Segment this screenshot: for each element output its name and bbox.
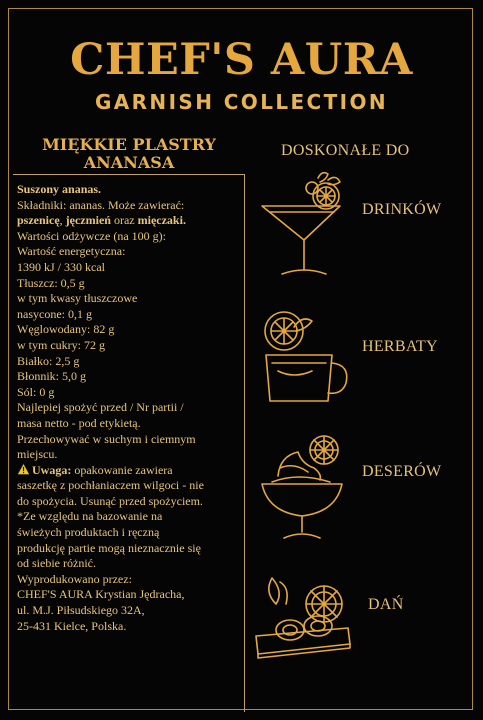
saturates-label: w tym kwasy tłuszczowe	[17, 291, 138, 306]
product-info	[17, 182, 241, 634]
product-title-line1: MIĘKKIE PLASTRY	[42, 135, 216, 154]
use-tea-label: HERBATY	[362, 338, 438, 355]
uses-title: DOSKONAŁE DO	[281, 142, 410, 159]
use-dish-label: DAŃ	[368, 596, 404, 613]
sushi-dish-icon	[250, 570, 354, 664]
tea-glass-icon	[254, 305, 354, 411]
nutrition-header: Wartości odżywcze (na 100 g):	[17, 228, 166, 243]
fat-value: Tłuszcz: 0,5 g	[17, 275, 85, 290]
allergen-conjunction: oraz	[110, 213, 138, 228]
energy-value: 1390 kJ / 330 kcal	[17, 259, 105, 274]
storage-line2: miejscu.	[17, 447, 58, 462]
cocktail-icon	[256, 170, 352, 282]
sugars-value: w tym cukry: 72 g	[17, 337, 105, 352]
header	[0, 34, 483, 114]
ingredients	[17, 198, 241, 229]
energy-label: Wartość energetyczna:	[17, 244, 126, 259]
product-title-line2: ANANASA	[83, 153, 175, 172]
brand-name: CHEF'S AURA	[70, 35, 413, 85]
best-before-line2: masa netto - pod etykietą.	[17, 415, 141, 430]
note-line1: *Ze względu na bazowanie na	[17, 509, 163, 524]
allergen-wheat: pszenicę	[17, 213, 60, 228]
producer-name: CHEF'S AURA Krystian Jędracha,	[17, 587, 185, 602]
warning-text-3: do spożycia. Usunąć przed spożyciem.	[17, 493, 203, 508]
note-line3: produkcję partie mogą nieznacznie się	[17, 540, 201, 555]
use-drinks-label: DRINKÓW	[362, 201, 442, 218]
fibre-value: Błonnik: 5,0 g	[17, 369, 87, 384]
storage-line1: Przechowywać w suchym i ciemnym	[17, 431, 196, 446]
warning-text-1: opakowanie zawiera	[71, 462, 173, 477]
producer-header: Wyprodukowano przez:	[17, 571, 132, 586]
product-title	[14, 136, 244, 172]
note-line4: od siebie różnić.	[17, 556, 96, 571]
saturates-value: nasycone: 0,1 g	[17, 306, 92, 321]
carbs-value: Węglowodany: 82 g	[17, 322, 115, 337]
product-name: Suszony ananas.	[17, 182, 102, 196]
note-line2: świeżych produktach i ręczną	[17, 525, 160, 540]
allergen-molluscs: mięczaki.	[137, 213, 186, 228]
salt-value: Sól: 0 g	[17, 384, 55, 399]
ingredients-text: Składniki: ananas. Może zawierać:	[17, 197, 185, 212]
warning-label: Uwaga:	[32, 462, 72, 477]
producer-street: ul. M.J. Piłsudskiego 32A,	[17, 603, 145, 618]
dessert-icon	[258, 432, 350, 544]
collection-name: GARNISH COLLECTION	[94, 90, 389, 114]
warning-text-2: saszetkę z pochłaniaczem wilgoci - nie	[17, 478, 204, 493]
warning-icon	[17, 463, 30, 475]
allergen-barley: jęczmień	[65, 213, 111, 228]
warning	[17, 463, 241, 510]
allergen-separator: ,	[59, 213, 66, 228]
best-before-line1: Najlepiej spożyć przed / Nr partii /	[17, 400, 184, 415]
producer-city: 25-431 Kielce, Polska.	[17, 618, 127, 633]
protein-value: Białko: 2,5 g	[17, 353, 80, 368]
use-dessert-label: DESERÓW	[362, 463, 442, 480]
